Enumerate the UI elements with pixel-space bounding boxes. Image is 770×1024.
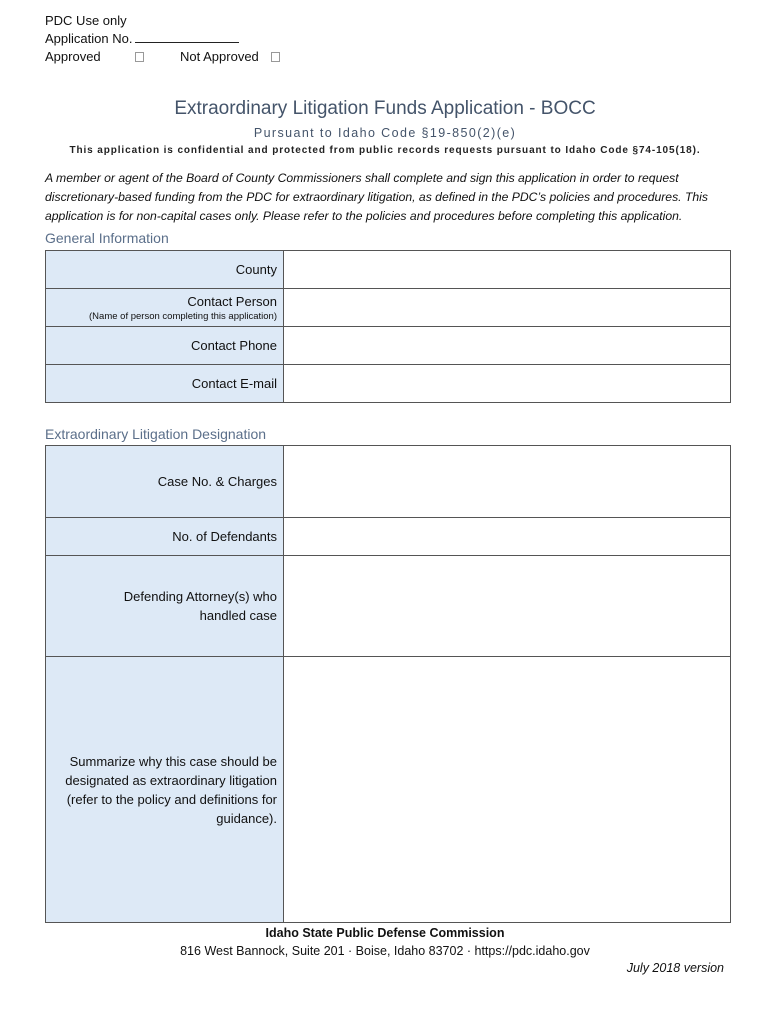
contact-person-row <box>46 289 731 327</box>
page-title: Extraordinary Litigation Funds Application - BOCC <box>174 98 596 119</box>
county-field[interactable] <box>284 251 731 289</box>
application-no-label: Application No. <box>45 31 133 46</box>
contact-email-row <box>46 365 731 403</box>
summary-field[interactable] <box>284 657 731 923</box>
attorneys-field[interactable] <box>284 556 731 657</box>
contact-person-note: (Name of person completing this application) <box>89 310 277 322</box>
approved-label: Approved <box>45 49 101 64</box>
case-row <box>46 446 731 518</box>
defendants-label: No. of Defendants <box>46 518 284 556</box>
defendants-field[interactable] <box>284 518 731 556</box>
contact-email-label: Contact E-mail <box>46 365 284 403</box>
application-no-row <box>45 30 280 48</box>
pdc-use-heading: PDC Use only <box>45 13 127 28</box>
designation-heading: Extraordinary Litigation Designation <box>45 426 267 442</box>
general-information-heading: General Information <box>45 230 169 246</box>
contact-phone-label: Contact Phone <box>46 327 284 365</box>
pdc-use-block <box>45 12 280 66</box>
summary-label: Summarize why this case should be designated as extraordinary litigation (refer to the policy and definitions for guidance). <box>46 657 284 923</box>
contact-phone-field[interactable] <box>284 327 731 365</box>
summary-row <box>46 657 731 923</box>
footer-address: 816 West Bannock, Suite 201 · Boise, Idaho 83702 · https://pdc.idaho.gov <box>180 944 590 958</box>
page-subtitle: Pursuant to Idaho Code §19-850(2)(e) <box>253 126 517 140</box>
application-no-field[interactable] <box>135 31 239 43</box>
footer-organization: Idaho State Public Defense Commission <box>265 926 505 940</box>
contact-phone-row <box>46 327 731 365</box>
contact-email-field[interactable] <box>284 365 731 403</box>
attorneys-label: Defending Attorney(s) who handled case <box>46 556 284 657</box>
approved-checkbox[interactable] <box>135 52 144 62</box>
general-information-table <box>45 250 731 403</box>
contact-person-label-cell <box>46 289 284 327</box>
designation-table <box>45 445 731 923</box>
contact-person-label: Contact Person <box>187 293 277 309</box>
confidentiality-notice: This application is confidential and protected from public records requests pursuant to Idaho Code §74-105(18). <box>69 145 701 156</box>
contact-person-field[interactable] <box>284 289 731 327</box>
not-approved-checkbox[interactable] <box>271 52 280 62</box>
version-note: July 2018 version <box>626 961 724 975</box>
attorneys-row <box>46 556 731 657</box>
defendants-row <box>46 518 731 556</box>
approval-row <box>45 48 280 66</box>
case-label: Case No. & Charges <box>46 446 284 518</box>
intro-paragraph: A member or agent of the Board of County Commissioners shall complete and sign this application in order to request discretionary-based funding from the PDC for extraordinary litigation, as defined in the PDC’s policies and procedures. This application is for non-capital cases only. Please refer to the policies and procedures before completing this application. <box>45 171 708 223</box>
not-approved-label: Not Approved <box>180 49 259 64</box>
case-field[interactable] <box>284 446 731 518</box>
county-row <box>46 251 731 289</box>
county-label: County <box>46 251 284 289</box>
